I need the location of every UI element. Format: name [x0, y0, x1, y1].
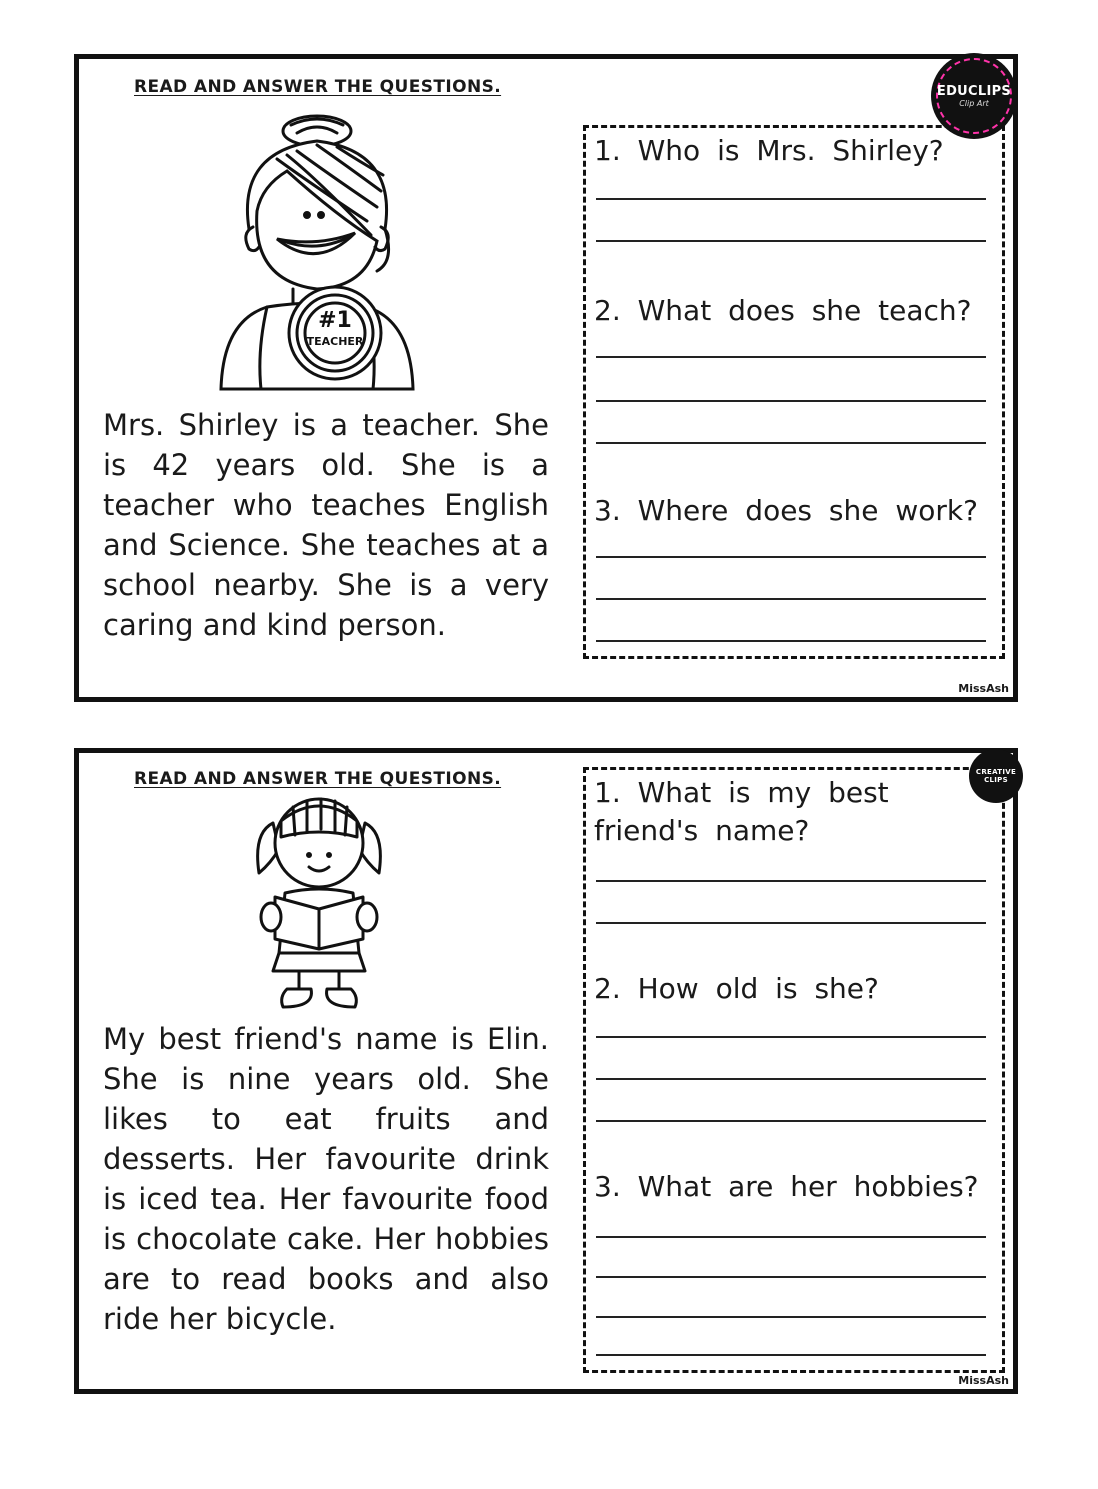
question-1: 1. Who is Mrs. Shirley? [594, 134, 944, 167]
teacher-illustration [217, 111, 417, 391]
rosette-label: TEACHER [306, 335, 364, 348]
rosette-number: #1 [318, 308, 352, 333]
answer-line[interactable] [596, 356, 986, 358]
creative-clips-logo [969, 749, 1023, 803]
reading-passage: My best friend's name is Elin. She is nine years old. She likes to eat fruits and desserts. Her favourite drink is iced tea. Her favourite food is chocolate cake. Her hobbies are to read books and also ride her bicycle. [103, 1022, 549, 1336]
answer-line[interactable] [596, 556, 986, 558]
girl-reading-illustration [249, 793, 389, 1013]
question-2: 2. What does she teach? [594, 294, 972, 327]
worksheet-card-friend [74, 748, 1018, 1394]
reading-passage: Mrs. Shirley is a teacher. She is 42 years old. She is a teacher who teaches English and Science. She teaches at a school nearby. She is a very caring and kind person. [103, 408, 549, 642]
educlips-logo [931, 53, 1017, 139]
logo-text: EDUCLIPS [936, 83, 1012, 99]
questions-box [583, 767, 1005, 1373]
answer-line[interactable] [596, 1354, 986, 1356]
credit-text: MissAsh [958, 1374, 1009, 1387]
answer-line[interactable] [596, 1078, 986, 1080]
answer-line[interactable] [596, 1236, 986, 1238]
question-3: 3. What are her hobbies? [594, 1170, 979, 1203]
answer-line[interactable] [596, 198, 986, 200]
question-1: 1. What is my best friend's name? [594, 776, 889, 847]
logo-text: CREATIVE CLIPS [975, 768, 1017, 784]
answer-line[interactable] [596, 598, 986, 600]
answer-line[interactable] [596, 1036, 986, 1038]
answer-line[interactable] [596, 640, 986, 642]
answer-line[interactable] [596, 240, 986, 242]
credit-text: MissAsh [958, 682, 1009, 695]
answer-line[interactable] [596, 400, 986, 402]
logo-subtext: Clip Art [959, 98, 989, 108]
answer-line[interactable] [596, 922, 986, 924]
worksheet-card-teacher [74, 54, 1018, 702]
card-heading: READ AND ANSWER THE QUESTIONS. [134, 769, 502, 789]
answer-line[interactable] [596, 1316, 986, 1318]
questions-box [583, 125, 1005, 659]
answer-line[interactable] [596, 1276, 986, 1278]
question-3: 3. Where does she work? [594, 494, 978, 527]
question-2: 2. How old is she? [594, 972, 879, 1005]
answer-line[interactable] [596, 1120, 986, 1122]
card-heading: READ AND ANSWER THE QUESTIONS. [134, 77, 502, 97]
answer-line[interactable] [596, 442, 986, 444]
answer-line[interactable] [596, 880, 986, 882]
